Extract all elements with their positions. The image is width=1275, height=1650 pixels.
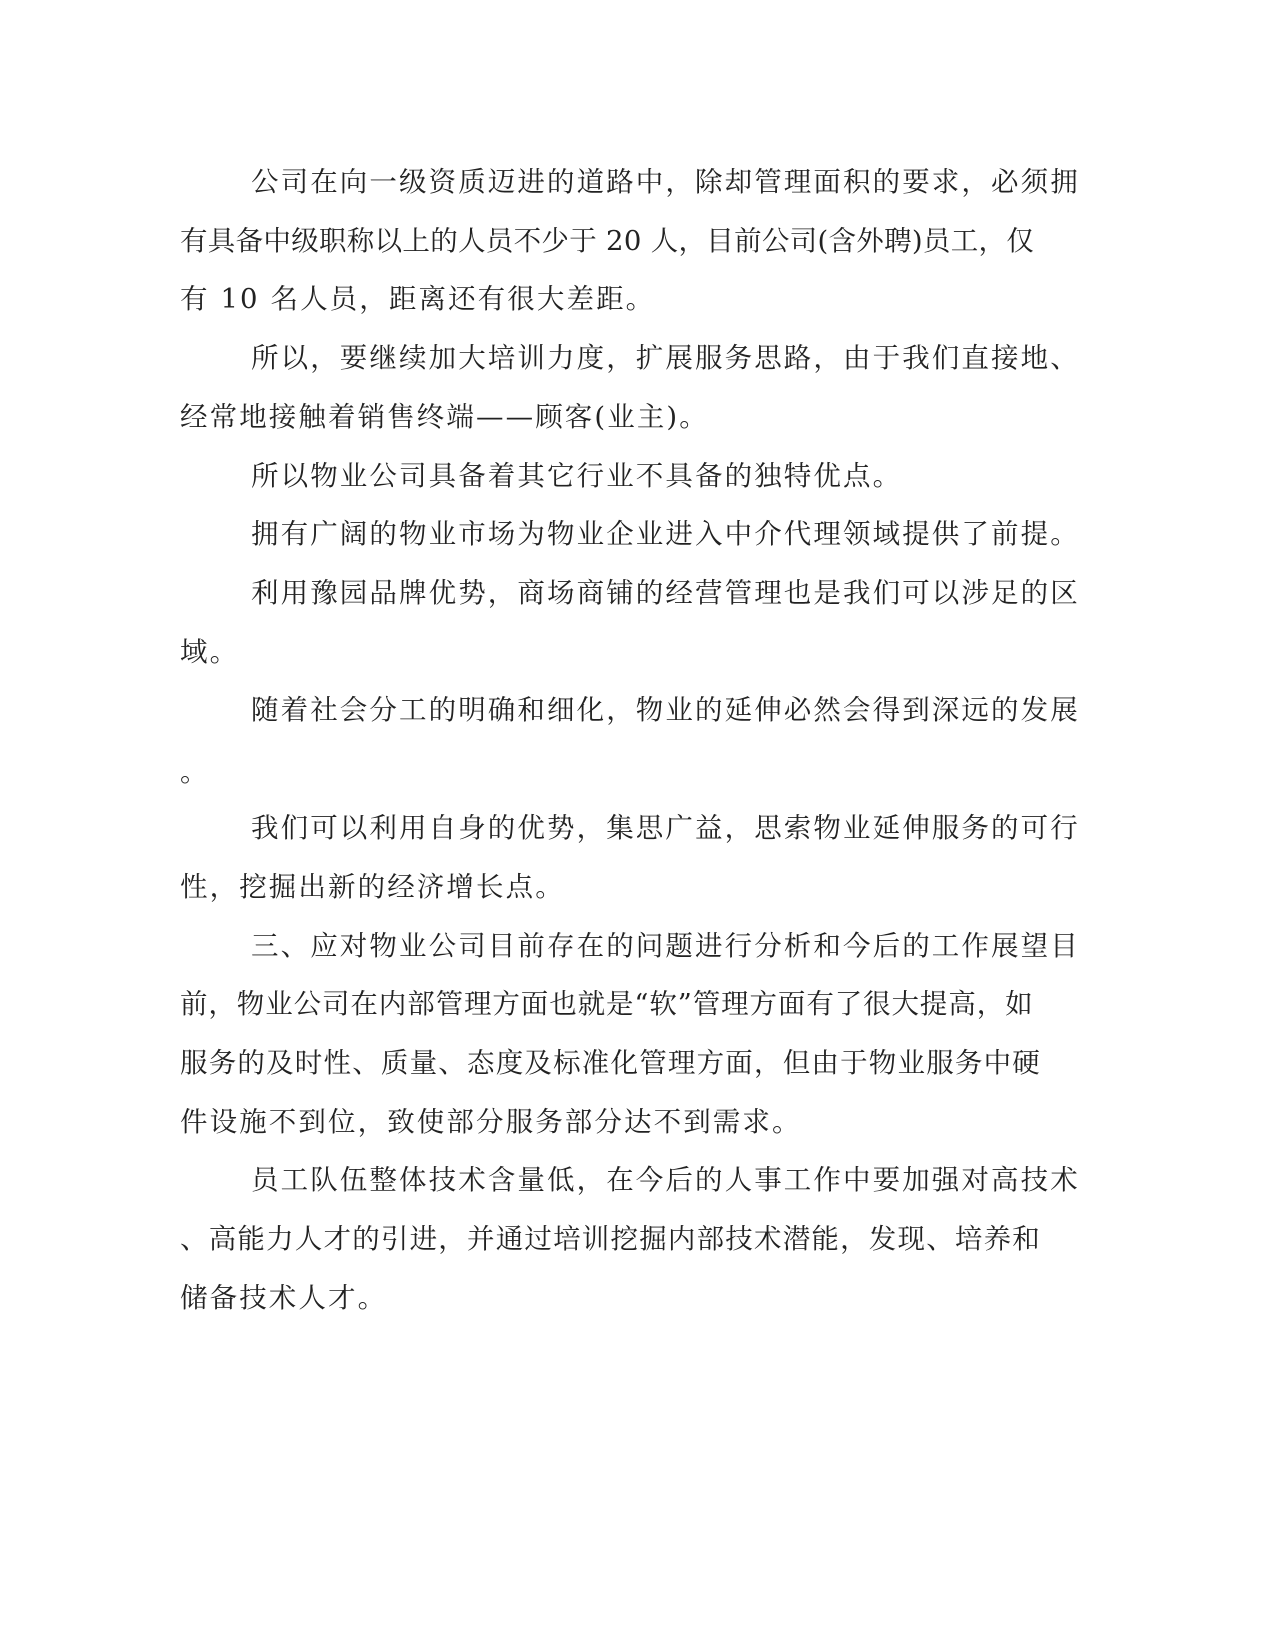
- paragraph-2-line-2: 经常地接触着销售终端——顾客(业主)。: [180, 401, 709, 433]
- paragraph-7-line-2: 性，挖掘出新的经济增长点。: [180, 871, 565, 903]
- paragraph-6-line-2: 。: [180, 756, 210, 788]
- paragraph-8-line-3: 服务的及时性、质量、态度及标准化管理方面，但由于物业服务中硬: [180, 1047, 1041, 1079]
- paragraph-3-line-1: 所以物业公司具备着其它行业不具备的独特优点。: [251, 460, 903, 492]
- paragraph-5-line-2: 域。: [180, 636, 240, 668]
- paragraph-8-line-4: 件设施不到位，致使部分服务部分达不到需求。: [180, 1106, 802, 1138]
- paragraph-9-line-2: 、高能力人才的引进，并通过培训挖掘内部技术潜能，发现、培养和: [180, 1223, 1041, 1255]
- paragraph-5-line-1: 利用豫园品牌优势，商场商铺的经营管理也是我们可以涉足的区: [251, 577, 1080, 609]
- paragraph-4-line-1: 拥有广阔的物业市场为物业企业进入中介代理领域提供了前提。: [251, 518, 1080, 550]
- paragraph-1-line-2: 有具备中级职称以上的人员不少于 20 人，目前公司(含外聘)员工，仅: [180, 225, 1035, 257]
- paragraph-8-line-1: 三、应对物业公司目前存在的问题进行分析和今后的工作展望目: [251, 930, 1080, 962]
- paragraph-7-line-1: 我们可以利用自身的优势，集思广益，思索物业延伸服务的可行: [251, 812, 1080, 844]
- paragraph-9-line-3: 储备技术人才。: [180, 1282, 388, 1314]
- paragraph-8-line-2: 前，物业公司在内部管理方面也就是“软”管理方面有了很大提高，如: [180, 988, 1034, 1020]
- paragraph-9-line-1: 员工队伍整体技术含量低，在今后的人事工作中要加强对高技术: [251, 1164, 1080, 1196]
- paragraph-1-line-1: 公司在向一级资质迈进的道路中，除却管理面积的要求，必须拥: [251, 166, 1080, 198]
- paragraph-2-line-1: 所以，要继续加大培训力度，扩展服务思路，由于我们直接地、: [251, 342, 1080, 374]
- paragraph-6-line-1: 随着社会分工的明确和细化，物业的延伸必然会得到深远的发展: [251, 694, 1080, 726]
- paragraph-1-line-3: 有 10 名人员，距离还有很大差距。: [180, 283, 656, 315]
